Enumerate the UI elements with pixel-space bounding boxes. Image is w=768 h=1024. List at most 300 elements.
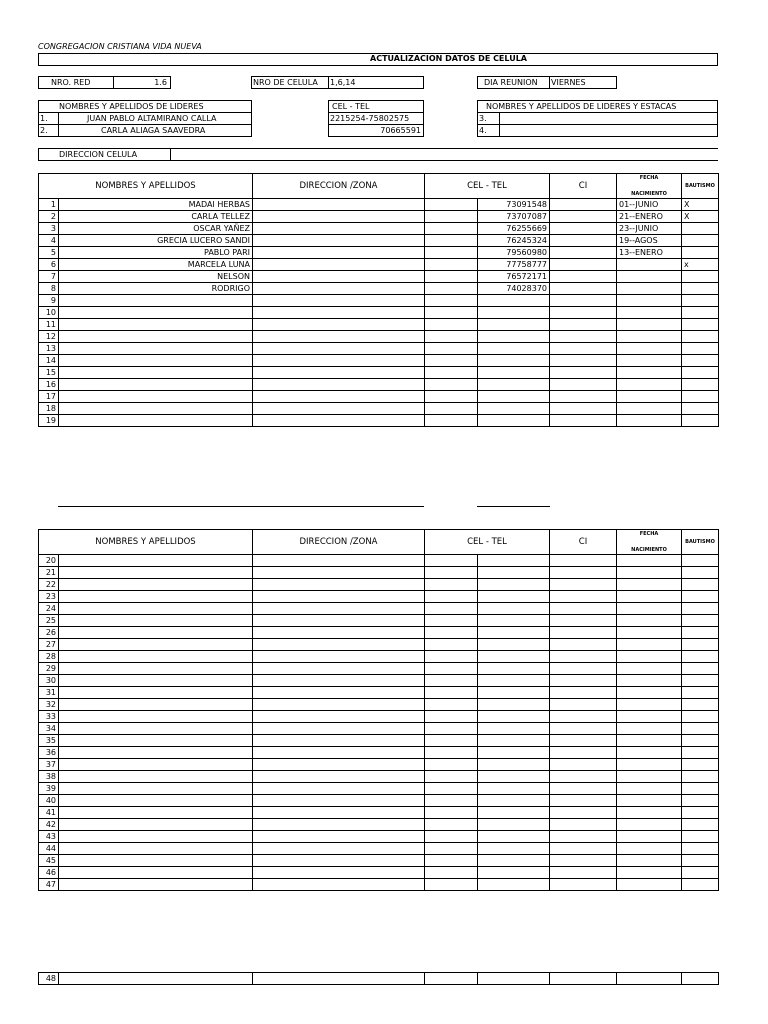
cell-nombre[interactable] [59,711,253,723]
cell-fecha[interactable] [617,259,682,271]
cell-ci[interactable] [550,879,617,891]
cell-ci[interactable] [550,367,617,379]
cell-ci[interactable] [550,711,617,723]
cell-direccion[interactable] [253,807,425,819]
cell-cel-prefix[interactable] [425,867,478,879]
cell-nombre[interactable]: PABLO PARI [59,247,253,259]
cell-ci[interactable] [550,651,617,663]
cell-cel-prefix[interactable] [425,591,478,603]
cell-ci[interactable] [550,663,617,675]
cell-nombre[interactable] [59,379,253,391]
cell-ci[interactable] [550,723,617,735]
cell-nombre[interactable] [59,391,253,403]
cell-bautismo[interactable] [682,843,719,855]
cell-bautismo[interactable] [682,807,719,819]
cell-fecha[interactable] [617,819,682,831]
cell-bautismo[interactable] [682,343,719,355]
cell-cel-prefix[interactable] [425,235,478,247]
cell-cel[interactable] [478,759,550,771]
cell-ci[interactable] [550,319,617,331]
cell-nombre[interactable] [59,343,253,355]
cell-fecha[interactable] [617,283,682,295]
cell-cel-prefix[interactable] [425,319,478,331]
cell-cel[interactable] [478,355,550,367]
cell-direccion[interactable] [253,843,425,855]
cell-cel-prefix[interactable] [425,747,478,759]
cell-cel[interactable] [478,867,550,879]
cell-cel[interactable] [478,747,550,759]
cell-cel[interactable] [478,855,550,867]
cell-bautismo[interactable] [682,567,719,579]
cell-fecha[interactable] [617,759,682,771]
cell-nombre[interactable] [59,651,253,663]
cell-cel[interactable] [478,295,550,307]
cell-ci[interactable] [550,973,617,985]
cell-cel[interactable] [478,699,550,711]
cell-nombre[interactable] [59,759,253,771]
leader-row[interactable] [38,124,252,137]
cell-cel-prefix[interactable] [425,343,478,355]
cell-direccion[interactable] [253,331,425,343]
cell-bautismo[interactable] [682,973,719,985]
cell-nombre[interactable] [59,639,253,651]
cell-ci[interactable] [550,699,617,711]
cell-bautismo[interactable] [682,271,719,283]
cell-cel[interactable] [478,831,550,843]
cell-direccion[interactable] [253,819,425,831]
cell-cel[interactable] [478,651,550,663]
cell-direccion[interactable] [253,735,425,747]
cell-cel-prefix[interactable] [425,379,478,391]
cell-direccion[interactable] [253,639,425,651]
cell-nombre[interactable] [59,567,253,579]
cell-ci[interactable] [550,331,617,343]
cell-cel[interactable] [478,711,550,723]
cell-cel-prefix[interactable] [425,831,478,843]
cell-cel[interactable] [478,367,550,379]
cell-nombre[interactable]: NELSON [59,271,253,283]
cell-cel-prefix[interactable] [425,307,478,319]
cell-ci[interactable] [550,807,617,819]
cell-bautismo[interactable] [682,651,719,663]
cell-bautismo[interactable] [682,735,719,747]
cell-ci[interactable] [550,675,617,687]
cell-fecha[interactable] [617,723,682,735]
cell-cel[interactable]: 77758777 [478,259,550,271]
cell-cel[interactable] [478,591,550,603]
cell-fecha[interactable]: 21--ENERO [617,211,682,223]
cell-cel-prefix[interactable] [425,283,478,295]
cell-direccion[interactable] [253,343,425,355]
cell-direccion[interactable] [253,367,425,379]
cell-direccion[interactable] [253,723,425,735]
cell-cel-prefix[interactable] [425,567,478,579]
cell-cel-prefix[interactable] [425,759,478,771]
cell-bautismo[interactable] [682,579,719,591]
cell-cel[interactable]: 76572171 [478,271,550,283]
cell-bautismo[interactable] [682,711,719,723]
cell-fecha[interactable] [617,807,682,819]
cell-nombre[interactable] [59,843,253,855]
cell-ci[interactable] [550,271,617,283]
cell-ci[interactable] [550,247,617,259]
cell-direccion[interactable] [253,259,425,271]
cell-nombre[interactable] [59,831,253,843]
cell-ci[interactable] [550,603,617,615]
cell-fecha[interactable] [617,331,682,343]
cell-ci[interactable] [550,211,617,223]
cell-direccion[interactable] [253,271,425,283]
cell-nombre[interactable] [59,783,253,795]
cell-direccion[interactable] [253,615,425,627]
cell-fecha[interactable] [617,555,682,567]
cell-ci[interactable] [550,867,617,879]
cell-bautismo[interactable] [682,247,719,259]
cell-nombre[interactable] [59,663,253,675]
cell-nombre[interactable] [59,603,253,615]
cell-bautismo[interactable] [682,627,719,639]
cell-bautismo[interactable] [682,855,719,867]
cell-nombre[interactable] [59,807,253,819]
cell-bautismo[interactable] [682,615,719,627]
cell-fecha[interactable] [617,591,682,603]
cell-cel-prefix[interactable] [425,711,478,723]
cell-bautismo[interactable] [682,379,719,391]
cell-ci[interactable] [550,639,617,651]
cell-direccion[interactable] [253,879,425,891]
cell-direccion[interactable] [253,783,425,795]
cell-cel[interactable] [478,639,550,651]
cell-cel[interactable] [478,307,550,319]
cell-ci[interactable] [550,415,617,427]
cell-fecha[interactable] [617,879,682,891]
cell-nombre[interactable] [59,747,253,759]
cell-nombre[interactable] [59,819,253,831]
cell-bautismo[interactable] [682,747,719,759]
cell-cel-prefix[interactable] [425,687,478,699]
cell-direccion[interactable] [253,603,425,615]
cell-cel[interactable] [478,379,550,391]
cell-bautismo[interactable]: x [682,259,719,271]
cell-cel[interactable]: 73707087 [478,211,550,223]
cell-direccion[interactable] [253,567,425,579]
cell-cel-prefix[interactable] [425,579,478,591]
cell-bautismo[interactable] [682,295,719,307]
cell-nombre[interactable]: CARLA TELLEZ [59,211,253,223]
cell-cel[interactable] [478,973,550,985]
cell-fecha[interactable] [617,579,682,591]
cell-direccion[interactable] [253,247,425,259]
cell-bautismo[interactable]: X [682,199,719,211]
cell-direccion[interactable] [253,283,425,295]
cell-fecha[interactable]: 23--JUNIO [617,223,682,235]
cell-cel[interactable] [478,319,550,331]
cell-cel[interactable]: 76245324 [478,235,550,247]
cell-cel[interactable] [478,771,550,783]
cell-cel-prefix[interactable] [425,259,478,271]
cell-direccion[interactable] [253,403,425,415]
cell-bautismo[interactable] [682,639,719,651]
cell-bautismo[interactable] [682,867,719,879]
cell-fecha[interactable] [617,343,682,355]
cell-fecha[interactable] [617,843,682,855]
cell-nombre[interactable] [59,367,253,379]
cell-nombre[interactable] [59,403,253,415]
cell-nombre[interactable] [59,879,253,891]
cell-fecha[interactable] [617,831,682,843]
cell-fecha[interactable]: 01--JUNIO [617,199,682,211]
cell-cel[interactable] [478,663,550,675]
cell-cel[interactable] [478,795,550,807]
cell-bautismo[interactable] [682,319,719,331]
cell-fecha[interactable] [617,867,682,879]
cell-cel-prefix[interactable] [425,403,478,415]
cell-fecha[interactable] [617,271,682,283]
cell-nombre[interactable] [59,675,253,687]
cell-direccion[interactable] [253,973,425,985]
cell-cel-prefix[interactable] [425,615,478,627]
cell-fecha[interactable] [617,567,682,579]
cell-direccion[interactable] [253,711,425,723]
cell-cel[interactable] [478,723,550,735]
cell-nombre[interactable] [59,855,253,867]
cell-ci[interactable] [550,627,617,639]
cell-direccion[interactable] [253,687,425,699]
cell-nombre[interactable] [59,307,253,319]
nro-red-field[interactable] [113,76,171,89]
cell-cel-prefix[interactable] [425,879,478,891]
cell-fecha[interactable]: 19--AGOS [617,235,682,247]
cell-cel[interactable] [478,331,550,343]
cell-cel[interactable] [478,675,550,687]
cell-cel[interactable] [478,579,550,591]
cell-fecha[interactable] [617,615,682,627]
cell-ci[interactable] [550,355,617,367]
cell-direccion[interactable] [253,771,425,783]
cell-direccion[interactable] [253,627,425,639]
cell-fecha[interactable] [617,415,682,427]
cell-ci[interactable] [550,259,617,271]
cell-bautismo[interactable] [682,223,719,235]
cell-ci[interactable] [550,379,617,391]
cell-fecha[interactable] [617,699,682,711]
cell-cel-prefix[interactable] [425,639,478,651]
cell-ci[interactable] [550,795,617,807]
cell-cel-prefix[interactable] [425,415,478,427]
cell-cel-prefix[interactable] [425,843,478,855]
cell-bautismo[interactable] [682,555,719,567]
cell-cel-prefix[interactable] [425,367,478,379]
cell-cel[interactable] [478,843,550,855]
cell-nombre[interactable] [59,699,253,711]
cell-nombre[interactable] [59,771,253,783]
cell-direccion[interactable] [253,235,425,247]
cell-cel[interactable] [478,555,550,567]
cell-cel[interactable] [478,615,550,627]
cell-cel[interactable] [478,391,550,403]
cell-bautismo[interactable] [682,879,719,891]
cell-nombre[interactable] [59,687,253,699]
cell-bautismo[interactable] [682,675,719,687]
cell-cel-prefix[interactable] [425,855,478,867]
cell-ci[interactable] [550,403,617,415]
cell-bautismo[interactable] [682,391,719,403]
cell-bautismo[interactable] [682,603,719,615]
cell-nombre[interactable]: OSCAR YAÑEZ [59,223,253,235]
cell-ci[interactable] [550,579,617,591]
cell-cel-prefix[interactable] [425,391,478,403]
cell-direccion[interactable] [253,555,425,567]
cell-cel[interactable] [478,627,550,639]
cell-cel-prefix[interactable] [425,247,478,259]
cell-bautismo[interactable] [682,699,719,711]
cell-direccion[interactable] [253,379,425,391]
cell-direccion[interactable] [253,675,425,687]
cell-cel-prefix[interactable] [425,331,478,343]
cell-fecha[interactable] [617,783,682,795]
cell-cel-prefix[interactable] [425,603,478,615]
cell-bautismo[interactable] [682,367,719,379]
cell-bautismo[interactable] [682,831,719,843]
cell-ci[interactable] [550,391,617,403]
cell-direccion[interactable] [253,651,425,663]
cell-fecha[interactable] [617,379,682,391]
cell-nombre[interactable] [59,319,253,331]
cell-ci[interactable] [550,831,617,843]
cell-cel-prefix[interactable] [425,199,478,211]
cell-ci[interactable] [550,567,617,579]
cell-bautismo[interactable] [682,687,719,699]
cell-bautismo[interactable] [682,819,719,831]
cell-direccion[interactable] [253,415,425,427]
cell-direccion[interactable] [253,591,425,603]
cell-bautismo[interactable] [682,663,719,675]
cell-direccion[interactable] [253,699,425,711]
cell-ci[interactable] [550,687,617,699]
cell-cel[interactable] [478,807,550,819]
cell-direccion[interactable] [253,199,425,211]
cell-cel-prefix[interactable] [425,271,478,283]
cell-bautismo[interactable] [682,771,719,783]
cell-direccion[interactable] [253,747,425,759]
cell-fecha[interactable] [617,603,682,615]
stake-row[interactable] [477,124,718,137]
cell-ci[interactable] [550,771,617,783]
cell-cel-prefix[interactable] [425,555,478,567]
dia-reunion-field[interactable] [549,76,617,89]
cell-cel-prefix[interactable] [425,627,478,639]
cell-fecha[interactable] [617,651,682,663]
cell-cel[interactable] [478,687,550,699]
cell-direccion[interactable] [253,211,425,223]
cell-ci[interactable] [550,615,617,627]
cell-direccion[interactable] [253,663,425,675]
cell-nombre[interactable] [59,973,253,985]
cell-nombre[interactable] [59,591,253,603]
cell-cel-prefix[interactable] [425,211,478,223]
cell-fecha[interactable] [617,367,682,379]
cell-bautismo[interactable] [682,723,719,735]
cell-fecha[interactable] [617,735,682,747]
cell-ci[interactable] [550,555,617,567]
cell-nombre[interactable] [59,735,253,747]
cell-cel[interactable] [478,879,550,891]
cell-bautismo[interactable] [682,591,719,603]
cell-nombre[interactable]: RODRIGO [59,283,253,295]
cell-direccion[interactable] [253,319,425,331]
cell-direccion[interactable] [253,855,425,867]
cell-fecha[interactable] [617,855,682,867]
cell-cel-prefix[interactable] [425,723,478,735]
cell-bautismo[interactable]: X [682,211,719,223]
cell-cel[interactable]: 79560980 [478,247,550,259]
cell-cel[interactable] [478,783,550,795]
cell-cel-prefix[interactable] [425,355,478,367]
cell-nombre[interactable] [59,579,253,591]
cell-bautismo[interactable] [682,355,719,367]
direccion-field[interactable] [171,149,717,160]
cell-direccion[interactable] [253,223,425,235]
cell-fecha[interactable] [617,795,682,807]
cell-bautismo[interactable] [682,795,719,807]
cell-cel-prefix[interactable] [425,295,478,307]
cell-cel[interactable] [478,735,550,747]
cell-ci[interactable] [550,283,617,295]
cell-cel[interactable] [478,343,550,355]
cell-cel[interactable] [478,403,550,415]
cell-fecha[interactable] [617,747,682,759]
cell-cel-prefix[interactable] [425,699,478,711]
cell-bautismo[interactable] [682,235,719,247]
cell-cel-prefix[interactable] [425,223,478,235]
cell-cel[interactable] [478,603,550,615]
cell-cel-prefix[interactable] [425,651,478,663]
cell-ci[interactable] [550,343,617,355]
cell-bautismo[interactable] [682,783,719,795]
cell-cel-prefix[interactable] [425,663,478,675]
cell-direccion[interactable] [253,831,425,843]
cell-bautismo[interactable] [682,759,719,771]
cell-cel-prefix[interactable] [425,675,478,687]
cell-cel-prefix[interactable] [425,807,478,819]
cell-ci[interactable] [550,747,617,759]
cell-ci[interactable] [550,295,617,307]
cell-nombre[interactable]: MADAI HERBAS [59,199,253,211]
cell-bautismo[interactable] [682,283,719,295]
cell-direccion[interactable] [253,759,425,771]
cell-nombre[interactable] [59,555,253,567]
cell-bautismo[interactable] [682,331,719,343]
cell-bautismo[interactable] [682,403,719,415]
cell-ci[interactable] [550,235,617,247]
cell-nombre[interactable] [59,867,253,879]
cell-fecha[interactable] [617,771,682,783]
cell-ci[interactable] [550,759,617,771]
cell-cel-prefix[interactable] [425,795,478,807]
cell-fecha[interactable] [617,687,682,699]
cell-nombre[interactable] [59,355,253,367]
cell-direccion[interactable] [253,867,425,879]
cell-cel-prefix[interactable] [425,771,478,783]
cell-cel-prefix[interactable] [425,735,478,747]
cell-cel[interactable] [478,819,550,831]
cell-cel[interactable]: 76255669 [478,223,550,235]
cell-bautismo[interactable] [682,307,719,319]
cell-nombre[interactable] [59,615,253,627]
cell-nombre[interactable] [59,627,253,639]
cell-cel[interactable] [478,415,550,427]
cell-cel[interactable] [478,567,550,579]
